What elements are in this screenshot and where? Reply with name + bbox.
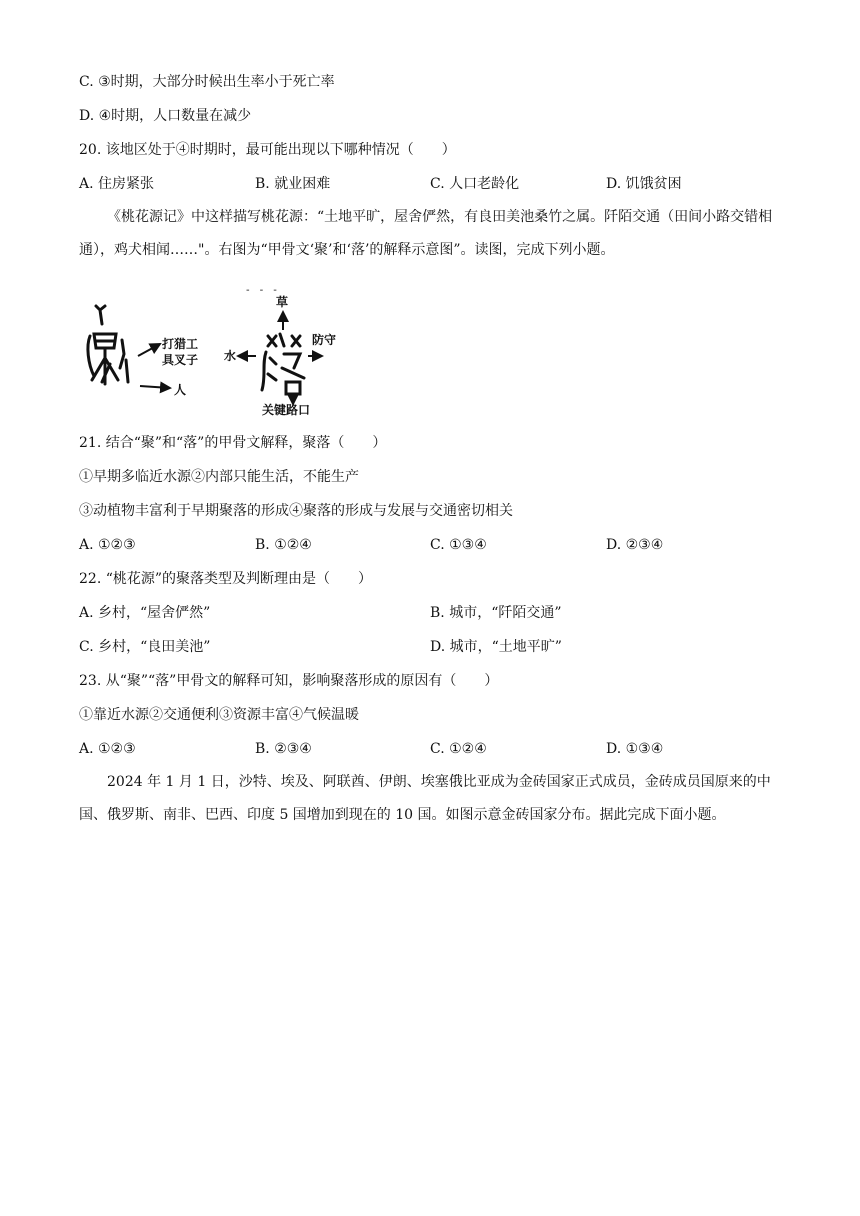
q22-option-c: C. 乡村，“良田美池” (79, 639, 211, 655)
q23-option-c: C. ①②④ (430, 741, 487, 757)
q20-stem: 20. 该地区处于④时期时，最可能出现以下哪种情况（ ） (79, 142, 456, 158)
q20-option-b: B. 就业困难 (255, 176, 331, 192)
q22-option-a: A. 乡村，“屋舍俨然” (79, 605, 211, 621)
q21-statements-2: ③动植物丰富利于早期聚落的形成④聚落的形成与发展与交通密切相关 (79, 503, 513, 519)
label-grass: 草 (276, 295, 289, 309)
oracle-bone-figure (80, 284, 340, 416)
q21-options (79, 535, 779, 555)
passage-brics: 2024 年 1 月 1 日，沙特、埃及、阿联酋、伊朗、埃塞俄比亚成为金砖国家正式成员，金砖成员国原来的中国、俄罗斯、南非、巴西、印度 5 国增加到现在的 10 国。如图示意金砖国家分布。据此完成下面小题。 (79, 774, 771, 823)
q21-option-d: D. ②③④ (606, 537, 664, 553)
arrow-tools (138, 344, 160, 356)
q22-option-d: D. 城市，“土地平旷” (430, 639, 562, 655)
q21-statements-1: ①早期多临近水源②内部只能生活，不能生产 (79, 469, 359, 485)
ju-glyph (88, 306, 128, 384)
q23-statements: ①靠近水源②交通便利③资源丰富④气候温暖 (79, 707, 359, 723)
arrow-person (140, 386, 170, 388)
luo-glyph (262, 334, 304, 394)
label-person: 人 (174, 383, 187, 397)
q19-option-c: C. ③时期，大部分时候出生率小于死亡率 (79, 74, 335, 90)
label-water: 水 (224, 349, 237, 363)
oracle-bone-diagram (80, 284, 340, 416)
q21-option-b: B. ①②④ (255, 537, 312, 553)
q21-option-c: C. ①③④ (430, 537, 487, 553)
passage-taohuayuan: 《桃花源记》中这样描写桃花源：“土地平旷，屋舍俨然，有良田美池桑竹之属。阡陌交通（田间小路交错相通），鸡犬相闻……"。右图为“甲骨文‘聚’和‘落’的解释示意图”。读图，完成下列小题。 (79, 209, 773, 258)
q23-options (79, 739, 779, 759)
q23-option-d: D. ①③④ (606, 741, 664, 757)
q20-option-c: C. 人口老龄化 (430, 176, 520, 192)
q22-option-b: B. 城市，“阡陌交通” (430, 605, 562, 621)
q22-options-row2 (79, 637, 779, 657)
q20-options (79, 174, 779, 194)
q23-option-b: B. ②③④ (255, 741, 312, 757)
q19-option-d: D. ④时期，人口数量在减少 (79, 108, 252, 124)
q21-option-a: A. ①②③ (79, 537, 136, 553)
label-ticks: - - - (246, 285, 277, 296)
q21-stem: 21. 结合“聚”和“落”的甲骨文解释，聚落（ ） (79, 435, 387, 451)
q23-option-a: A. ①②③ (79, 741, 136, 757)
q22-options-row1 (79, 603, 779, 623)
label-tools-2: 具叉子 (162, 353, 199, 367)
label-defense: 防守 (312, 333, 337, 347)
q20-option-d: D. 饥饿贫困 (606, 176, 682, 192)
label-tools: 打猎工 (162, 337, 199, 351)
label-road: 关键路口 (262, 403, 311, 416)
q22-stem: 22. “桃花源”的聚落类型及判断理由是（ ） (79, 571, 373, 587)
q20-option-a: A. 住房紧张 (79, 176, 155, 192)
q23-stem: 23. 从“聚”“落”甲骨文的解释可知，影响聚落形成的原因有（ ） (79, 673, 499, 689)
